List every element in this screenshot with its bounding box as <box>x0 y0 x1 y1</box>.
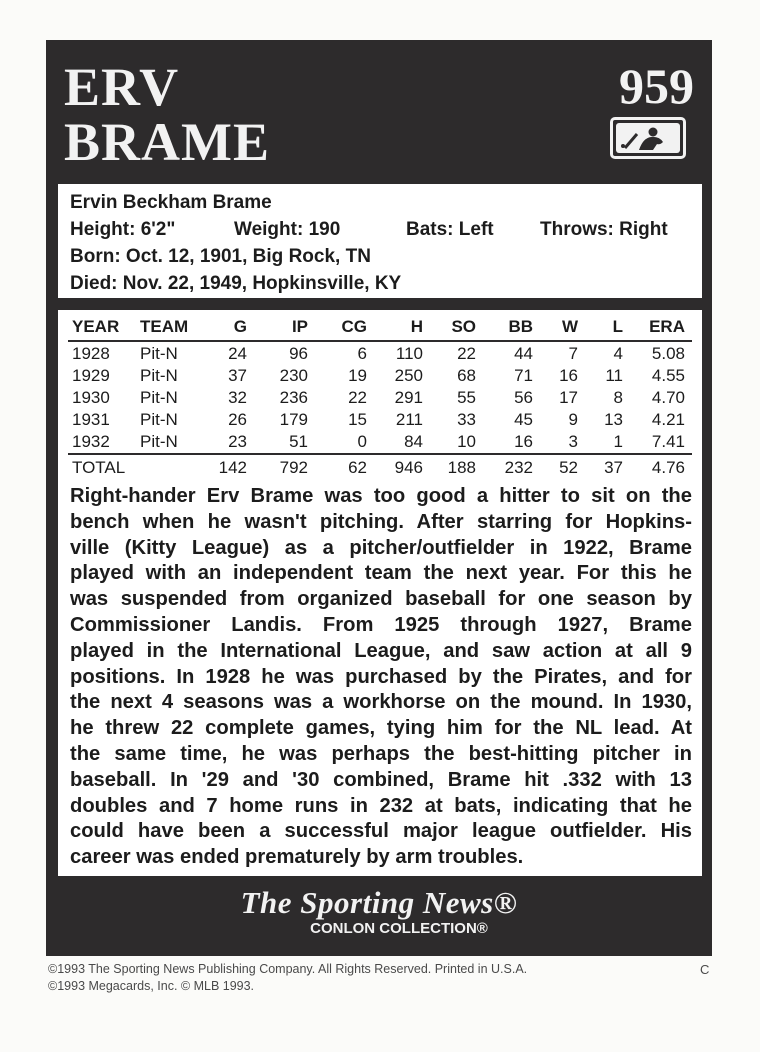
bio-panel <box>58 184 702 298</box>
stats-cell: 1930 <box>72 388 110 407</box>
stats-cell: 16 <box>514 432 533 451</box>
stats-cell: 96 <box>289 344 308 363</box>
stats-row <box>58 388 702 410</box>
stats-cell: 55 <box>457 388 476 407</box>
stats-row <box>58 432 702 454</box>
stats-cell: Pit-N <box>140 344 178 363</box>
stats-cell: 8 <box>613 388 623 407</box>
stats-cell: 3 <box>568 432 578 451</box>
height-value: Height: 6'2" <box>70 219 176 240</box>
stats-cell: 33 <box>457 410 476 429</box>
biography-line: Right-hander Erv Brame was too good a hitter to sit on the <box>70 485 692 507</box>
born-info: Born: Oct. 12, 1901, Big Rock, TN <box>70 246 371 267</box>
stats-cell: 291 <box>394 388 423 407</box>
stats-cell: 188 <box>447 458 476 477</box>
player-first-name: ERV <box>64 57 180 117</box>
died-info: Died: Nov. 22, 1949, Hopkinsville, KY <box>70 273 402 294</box>
stats-cell: 15 <box>348 410 367 429</box>
stats-cell: Pit-N <box>140 432 178 451</box>
stats-cell: 792 <box>279 458 308 477</box>
stats-cell: 68 <box>457 366 476 385</box>
biography-line: doubles and 7 home runs in 232 at bats, indicating that he <box>70 794 692 817</box>
stats-cell: 22 <box>348 388 367 407</box>
copyright-line-2: ©1993 Megacards, Inc. © MLB 1993. <box>48 979 255 993</box>
stats-cell: 37 <box>228 366 247 385</box>
stats-cell: 4.21 <box>651 410 685 429</box>
stats-cell: 45 <box>514 410 533 429</box>
bats-value: Bats: Left <box>406 219 494 240</box>
stats-cell: 250 <box>394 366 423 385</box>
stats-cell: 10 <box>457 432 476 451</box>
biography-line: he threw 22 complete games, tying him for the NL lead. At <box>70 717 692 740</box>
stats-total-row <box>58 458 702 480</box>
stats-cell: YEAR <box>72 317 120 336</box>
stats-cell: 179 <box>279 410 308 429</box>
stats-cell: 230 <box>279 366 308 385</box>
stats-cell: 4.55 <box>651 366 685 385</box>
stats-cell: 84 <box>404 432 423 451</box>
stats-cell: 37 <box>604 458 623 477</box>
biography-line: bench when he wasn't pitching. After starring for Hopkins- <box>70 510 692 533</box>
mlb-logo-icon <box>610 117 686 159</box>
stats-cell: 13 <box>604 410 623 429</box>
brand-title: The Sporting News® <box>240 885 518 920</box>
stats-cell: 9 <box>568 410 578 429</box>
vitals-row <box>70 219 690 243</box>
biography-line: the next 4 seasons was a workhorse on the mound. In 1930, <box>70 691 692 714</box>
stats-cell: G <box>233 317 247 336</box>
stats-cell: 1 <box>613 432 623 451</box>
stats-cell: 44 <box>514 344 533 363</box>
stats-cell: TOTAL <box>72 458 126 477</box>
biography-text <box>70 484 692 871</box>
stats-cell: 4.76 <box>651 458 685 477</box>
stats-cell: 236 <box>279 388 308 407</box>
stats-cell: Pit-N <box>140 410 178 429</box>
stats-cell: 1928 <box>72 344 110 363</box>
stats-cell: 23 <box>228 432 247 451</box>
brand-block <box>46 886 712 938</box>
stats-cell: 1929 <box>72 366 110 385</box>
stats-cell: 26 <box>228 410 247 429</box>
stats-cell: 0 <box>357 432 367 451</box>
biography-line: the same time, he was perhaps the best-hitting pitcher in <box>70 742 692 765</box>
stats-cell: 110 <box>395 344 423 363</box>
stats-cell: BB <box>508 317 533 336</box>
stats-row <box>58 366 702 388</box>
biography-line: played in the International League, and saw action at all 9 <box>70 639 692 662</box>
stats-cell: 1931 <box>72 410 110 429</box>
stats-cell: 946 <box>394 458 423 477</box>
brand-subtitle: CONLON COLLECTION® <box>310 920 488 937</box>
stats-cell: IP <box>291 317 308 336</box>
stats-cell: 1932 <box>72 432 110 451</box>
stats-cell: 16 <box>559 366 578 385</box>
header-rule <box>68 340 692 342</box>
stats-cell: Pit-N <box>140 366 178 385</box>
stats-cell: 4 <box>613 344 623 363</box>
stats-cell: W <box>561 317 578 336</box>
stats-cell: Pit-N <box>140 388 178 407</box>
biography-line: ville (Kitty League) as a pitcher/outfielder in 1922, Brame <box>70 536 692 559</box>
stats-cell: 51 <box>289 432 308 451</box>
card-code: C <box>700 962 710 977</box>
stats-cell: 11 <box>605 366 623 385</box>
stats-cell: L <box>612 317 623 336</box>
stats-cell: 4.70 <box>651 388 685 407</box>
biography-line: played with an independent team the next year. For this he <box>70 562 692 585</box>
stats-row <box>58 410 702 432</box>
stats-cell: TEAM <box>140 317 189 336</box>
stats-cell: H <box>410 317 423 336</box>
player-name <box>64 57 270 172</box>
stats-cell: 71 <box>514 366 533 385</box>
biography-line: positions. In 1928 he was purchased by the Pirates, and for <box>70 665 692 688</box>
stats-cell: 24 <box>228 344 247 363</box>
biography-line: was suspended from organized baseball for one season by <box>70 588 692 611</box>
stats-cell: 7.41 <box>651 432 685 451</box>
biography-line: Commissioner Landis. From 1925 through 1927, Brame <box>70 613 692 636</box>
stats-cell: 52 <box>559 458 578 477</box>
stats-cell: 19 <box>348 366 367 385</box>
stats-cell: 232 <box>504 458 533 477</box>
biography-line: could have been a successful major league outfielder. His <box>70 820 692 843</box>
stats-cell: 142 <box>218 458 247 477</box>
stats-header-row <box>58 317 702 339</box>
stats-row <box>58 344 702 366</box>
stats-cell: 17 <box>559 388 578 407</box>
copyright-line-1: ©1993 The Sporting News Publishing Company. All Rights Reserved. Printed in U.S.A. <box>48 962 528 976</box>
biography-line: career was ended prematurely by arm troubles. <box>70 846 524 869</box>
full-name: Ervin Beckham Brame <box>70 192 272 213</box>
stats-cell: 7 <box>568 344 578 363</box>
stats-cell: 56 <box>514 388 533 407</box>
total-rule <box>68 453 692 455</box>
stats-cell: 62 <box>348 458 367 477</box>
card-number: 959 <box>619 58 694 114</box>
stats-cell: CG <box>341 317 367 336</box>
stats-cell: 32 <box>228 388 247 407</box>
stats-cell: 211 <box>395 410 423 429</box>
stats-cell: ERA <box>649 317 685 336</box>
throws-value: Throws: Right <box>540 219 668 240</box>
player-last-name: BRAME <box>64 112 270 172</box>
weight-value: Weight: 190 <box>234 219 341 240</box>
stats-cell: 6 <box>357 344 367 363</box>
stats-cell: SO <box>451 317 476 336</box>
stats-cell: 22 <box>457 344 476 363</box>
stats-and-bio-panel <box>58 310 702 876</box>
stats-cell: 5.08 <box>651 344 685 363</box>
biography-line: baseball. In '29 and '30 combined, Brame hit .332 with 13 <box>70 768 692 791</box>
